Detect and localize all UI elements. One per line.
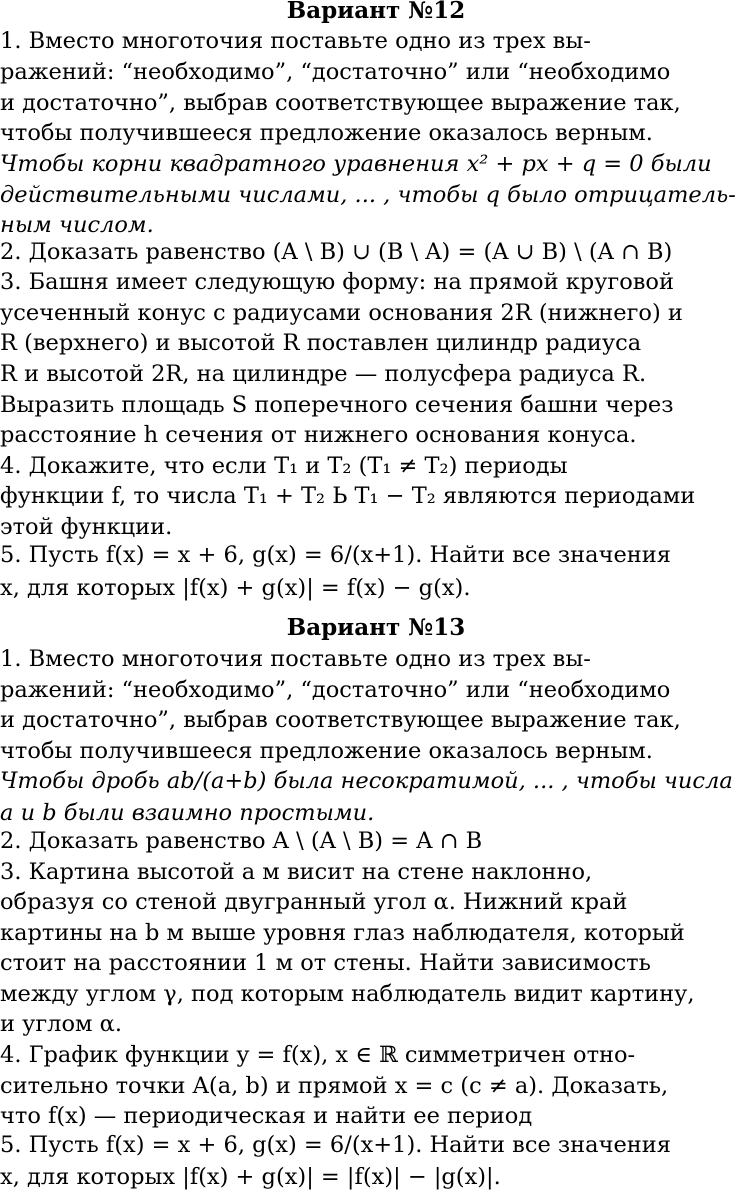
v13-task1-line1: 1. Вместо многоточия поставьте одно из трех вы- xyxy=(0,646,591,672)
v13-task4-line2: сительно точки A(a, b) и прямой x = c (c ≠ a). Доказать, xyxy=(0,1073,669,1099)
v12-task1-line4: чтобы получившееся предложение оказалось верным. xyxy=(0,120,653,146)
v12-task2: 2. Доказать равенство (A \ B) ∪ (B \ A) = (A ∪ B) \ (A ∩ B) xyxy=(0,239,673,265)
v13-task1-line4: чтобы получившееся предложение оказалось верным. xyxy=(0,738,653,764)
v12-task3-line5: Выразить площадь S поперечного сечения башни через xyxy=(0,392,674,418)
v13-task1-line3: и достаточно”, выбрав соответствующее выражение так, xyxy=(0,707,681,733)
v12-task1-line3: и достаточно”, выбрав соответствующее выражение так, xyxy=(0,90,681,116)
v13-task3-line4: стоит на расстоянии 1 м от стены. Найти зависимость xyxy=(0,950,651,976)
v12-task4-line3: этой функции. xyxy=(0,514,173,540)
v12-task4-line1: 4. Докажите, что если T₁ и T₂ (T₁ ≠ T₂) периоды xyxy=(0,453,568,479)
v13-task1-statement-line1: Чтобы дробь ab/(a+b) была несократимой, ... , чтобы числа xyxy=(0,768,733,794)
v12-task3-line4: R и высотой 2R, на цилиндре — полусфера радиуса R. xyxy=(0,361,647,387)
v13-task2: 2. Доказать равенство A \ (A \ B) = A ∩ B xyxy=(0,828,483,854)
v12-task5-line2: x, для которых |f(x) + g(x)| = f(x) − g(x). xyxy=(0,575,471,601)
v12-task1-line2: ражений: “необходимо”, “достаточно” или “необходимо xyxy=(0,59,671,85)
v12-task4-line2: функции f, то числа T₁ + T₂ Ь T₁ − T₂ являются периодами xyxy=(0,483,696,509)
v12-task1-statement-line2: действительными числами, ... , чтобы q было отрицатель- xyxy=(0,182,736,208)
v12-task3-line2: усеченный конус с радиусами основания 2R (нижнего) и xyxy=(0,300,683,326)
v12-task1-line1: 1. Вместо многоточия поставьте одно из трех вы- xyxy=(0,28,591,54)
v13-task3-line3: картины на b м выше уровня глаз наблюдателя, который xyxy=(0,920,685,946)
v13-task3-line1: 3. Картина высотой a м висит на стене наклонно, xyxy=(0,859,593,885)
variant-13-title: Вариант №13 xyxy=(286,614,466,641)
v12-task3-line1: 3. Башня имеет следующую форму: на прямой круговой xyxy=(0,269,674,295)
v13-task4-line1: 4. График функции y = f(x), x ∈ ℝ симметричен отно- xyxy=(0,1042,636,1068)
v13-task1-line2: ражений: “необходимо”, “достаточно” или “необходимо xyxy=(0,677,671,703)
v12-task3-line3: R (верхнего) и высотой R поставлен цилиндр радиуса xyxy=(0,330,642,356)
v12-task5-line1: 5. Пусть f(x) = x + 6, g(x) = 6/(x+1). Найти все значения xyxy=(0,542,671,568)
v13-task3-line5: между углом γ, под которым наблюдатель видит картину, xyxy=(0,981,695,1007)
v12-task3-line6: расстояние h сечения от нижнего основания конуса. xyxy=(0,422,637,448)
v13-task1-statement-line2: a и b были взаимно простыми. xyxy=(0,800,375,826)
v13-task4-line3: что f(x) — периодическая и найти ее период xyxy=(0,1103,533,1129)
v12-task1-statement-line1: Чтобы корни квадратного уравнения x² + px + q = 0 были xyxy=(0,151,712,177)
v13-task3-line2: образуя со стеной двугранный угол α. Нижний край xyxy=(0,889,628,915)
v13-task3-line6: и углом α. xyxy=(0,1011,123,1037)
v13-task5-line2: x, для которых |f(x) + g(x)| = |f(x)| − |g(x)|. xyxy=(0,1164,501,1190)
v13-task5-line1: 5. Пусть f(x) = x + 6, g(x) = 6/(x+1). Найти все значения xyxy=(0,1132,671,1158)
variant-12-title: Вариант №12 xyxy=(286,0,466,24)
v12-task1-statement-line3: ным числом. xyxy=(0,212,154,238)
